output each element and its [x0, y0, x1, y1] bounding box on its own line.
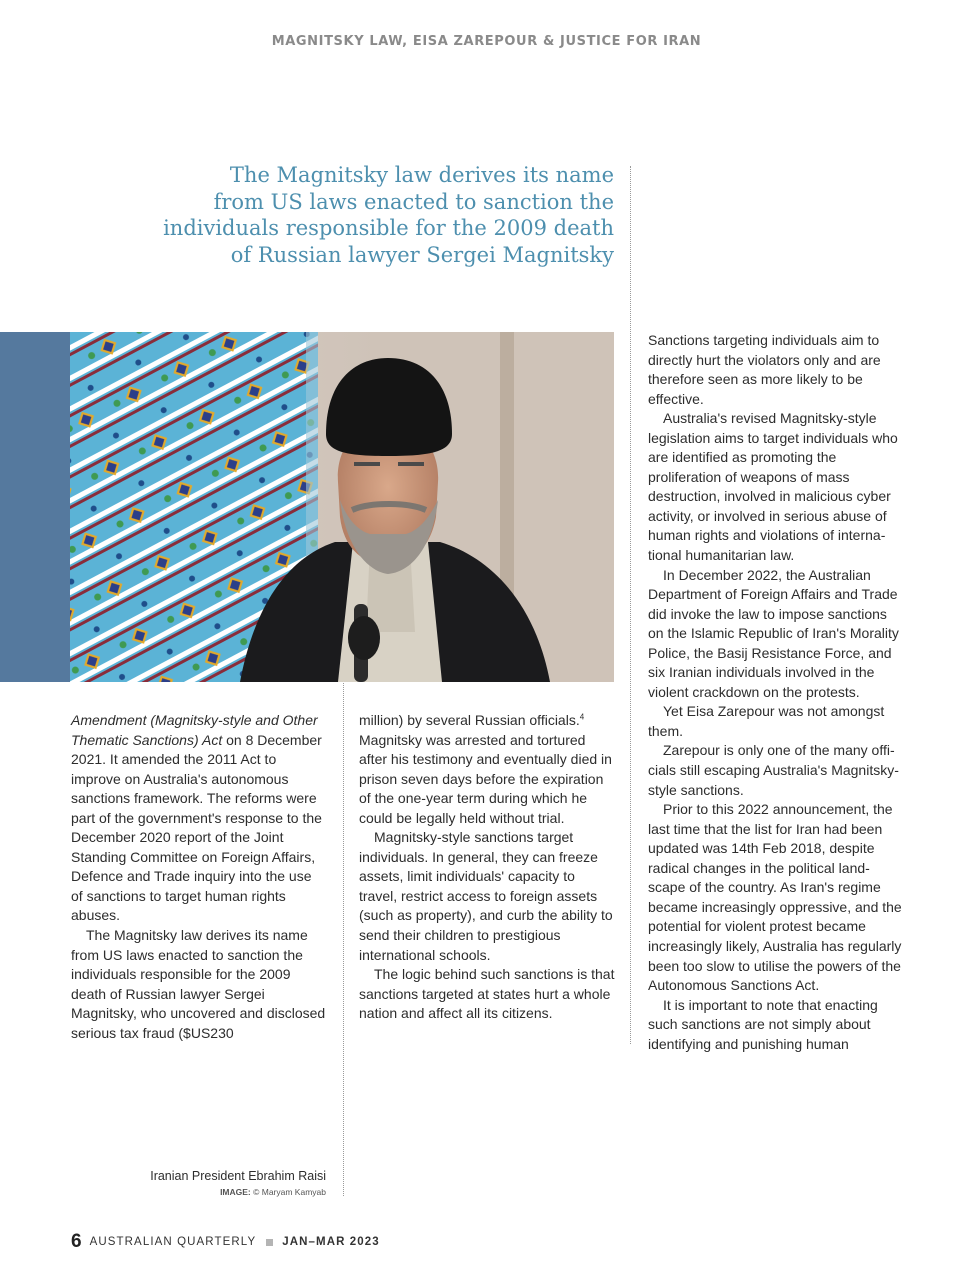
running-header: MAGNITSKY LAW, EISA ZAREPOUR & JUSTICE FOR IRAN [271, 34, 702, 49]
image-credit [150, 1187, 326, 1197]
pull-quote-line: The Magnitsky law derives its name [229, 163, 614, 187]
paragraph: Magnitsky-style sanctions target individuals. In general, they can freeze assets, limit individuals' capacity to travel, restrict access to foreign assets (such as property), and curb the ability to send their children to prestigious international schools. [359, 829, 613, 963]
paragraph: Australia's revised Magnitsky-style legislation aims to target individuals who are identified as promoting the proliferation of weapons of mass destruction, involved in malicious cyber activity, or involved in serious abuse of human rights and violations of interna-tional humanitarian law. [648, 410, 898, 564]
journal-name: AUSTRALIAN QUARTERLY [89, 1236, 257, 1248]
paragraph: Sanctions targeting individuals aim to directly hurt the violators only and are therefore seen as more likely to be effective. [648, 332, 881, 407]
pull-quote-line: of Russian lawyer Sergei Magnitsky [230, 242, 614, 267]
photo-caption [150, 1168, 326, 1197]
paragraph [71, 711, 327, 926]
paragraph: In December 2022, the Australian Department of Foreign Affairs and Trade did invoke the law to impose sanctions on the Islamic Republic of Iran's Morality Police, the Basij Resistance Force, and six Iranian individuals involved in the violent crackdown on the protests. [648, 566, 899, 700]
pull-quote [150, 162, 614, 268]
article-column-3 [648, 331, 906, 1054]
credit-text: © Maryam Kamyab [250, 1187, 326, 1197]
article-column-2 [359, 711, 615, 1024]
column-divider [343, 680, 344, 1196]
pull-quote-line: from US laws enacted to sanction the [213, 189, 614, 214]
issue-date: JAN–MAR 2023 [282, 1236, 380, 1248]
separator-square [266, 1239, 273, 1246]
footnote-ref[interactable]: 4 [579, 712, 585, 722]
caption-text: Iranian President Ebrahim Raisi [150, 1169, 326, 1183]
paragraph: The Magnitsky law derives its name from US laws enacted to sanction the individuals responsible for the 2009 death of Russian lawyer Sergei Magnitsky, who uncovered and disclosed serious tax fraud ($US230 [71, 927, 326, 1041]
decorative-band [0, 332, 70, 682]
act-title: Amendment (Magnitsky-style and Other Thematic Sanctions) Act [71, 712, 318, 748]
column-divider [630, 166, 631, 1044]
pull-quote-line: individuals responsible for the 2009 death [163, 216, 614, 240]
credit-label: IMAGE: [220, 1187, 251, 1197]
page-footer [71, 1231, 380, 1253]
paragraph [359, 711, 615, 828]
paragraph: Yet Eisa Zarepour was not amongst them. [648, 703, 885, 739]
article-column-1 [71, 711, 327, 1043]
paragraph: The logic behind such sanctions is that sanctions targeted at states hurt a whole nation and affect all its citizens. [359, 966, 615, 1022]
paragraph: Zarepour is only one of the many offi-cials still escaping Australia's Magnitsky-style sanctions. [648, 742, 899, 798]
paragraph: Prior to this 2022 announcement, the last time that the list for Iran had been updated was 14th Feb 2018, despite radical changes in the political land-scape of the country. As Iran's regime became increasingly oppressive, and the potential for violent protest became increasingly likely, Australia has regularly been too slow to utilise the powers of the Autonomous Sanctions Act. [648, 801, 902, 994]
paragraph-text: million) by several Russian officials. [359, 712, 580, 728]
page-number: 6 [71, 1231, 82, 1252]
paragraph-text: on 8 December 2021. It amended the 2011 Act to improve on Australia's autonomous sanctions framework. The reforms were part of the government's response to the December 2020 report of the Joint Standing Committee on Foreign Affairs, Defence and Trade inquiry into the use of sanctions to target human rights abuses. [71, 731, 322, 924]
photo-ebrahim-raisi [70, 332, 614, 682]
paragraph: It is important to note that enacting such sanctions are not simply about identifying and punishing human [648, 996, 878, 1052]
paragraph-text: Magnitsky was arrested and tortured after his testimony and eventually died in prison seven days before the expiration of the one-year term during which he could be legally held without trial. [359, 731, 612, 826]
